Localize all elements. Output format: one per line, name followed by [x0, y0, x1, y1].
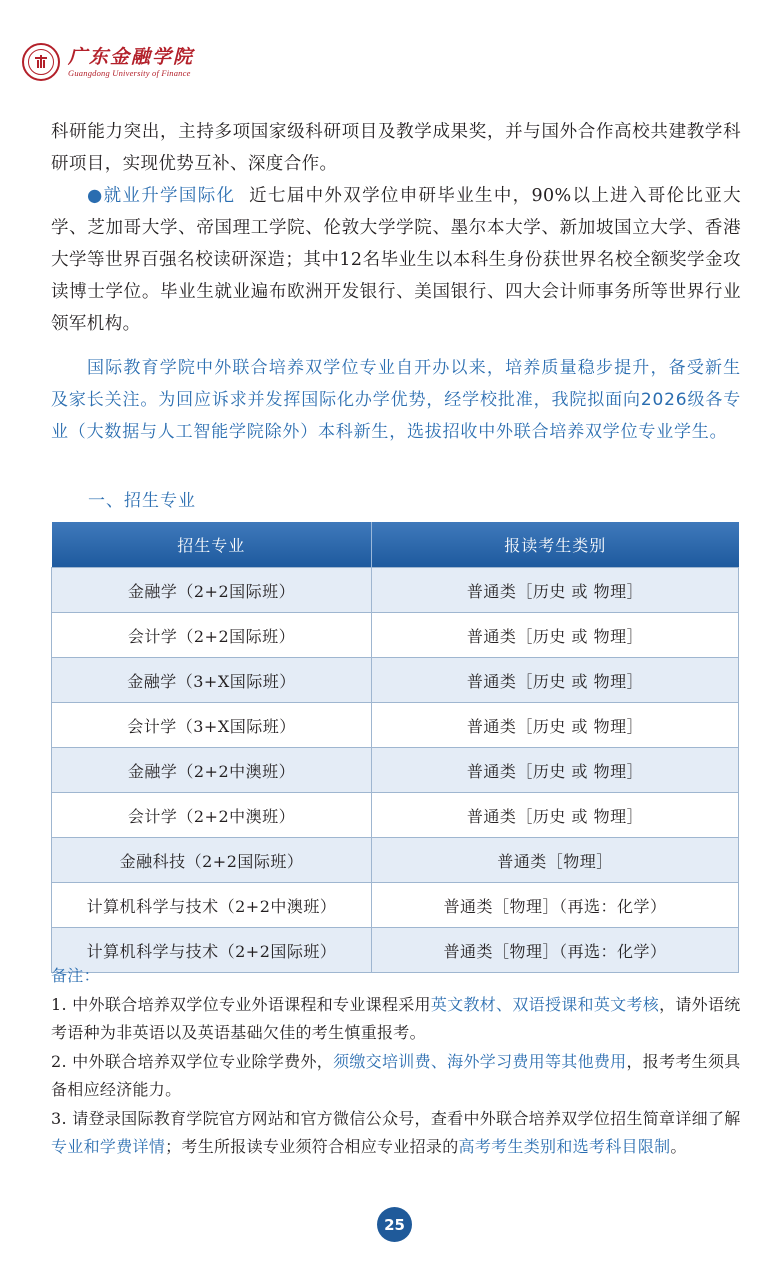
major-cell: 计算机科学与技术（2+2国际班） — [52, 928, 372, 973]
school-logo — [22, 38, 194, 86]
paragraph-employment — [51, 180, 741, 340]
school-seal-icon — [22, 43, 60, 81]
major-cell: 会计学（3+X国际班） — [52, 703, 372, 748]
note-3-text-end: 。 — [670, 1137, 687, 1156]
table-row — [52, 658, 739, 703]
major-cell: 会计学（2+2国际班） — [52, 613, 372, 658]
majors-table — [51, 522, 739, 973]
category-cell: 普通类［历史 或 物理］ — [372, 748, 739, 793]
note-3-text-mid: ；考生所报读专业须符合相应专业招录的 — [165, 1137, 459, 1156]
note-1-text-end: ，请外语统考语种为非英语以及英语基础欠佳的考生慎重报考。 — [51, 994, 741, 1042]
major-cell: 金融学（3+X国际班） — [52, 658, 372, 703]
note-2-text-end: ，报考考生须具备相应经济能力。 — [51, 1051, 741, 1099]
page-number: 25 — [377, 1207, 412, 1242]
category-cell: 普通类［历史 或 物理］ — [372, 568, 739, 613]
note-1-text: 1. 中外联合培养双学位专业外语课程和专业课程采用 — [51, 994, 431, 1014]
employment-label: ●就业升学国际化 — [87, 186, 236, 206]
note-1-highlight: 英文教材、双语授课和英文考核 — [430, 994, 660, 1014]
header-category: 报读考生类别 — [372, 522, 739, 568]
category-cell: 普通类［历史 或 物理］ — [372, 613, 739, 658]
note-2 — [51, 1048, 741, 1105]
school-name-cn: 广东金融学院 — [68, 46, 195, 68]
section-title: 一、招生专业 — [88, 491, 196, 511]
table-header-row — [52, 522, 739, 568]
paragraph-research: 科研能力突出，主持多项国家级科研项目及教学成果奖，并与国外合作高校共建教学科研项目，实现优势互补、深度合作。 — [51, 122, 741, 174]
major-cell: 会计学（2+2中澳班） — [52, 793, 372, 838]
notes-title: 备注： — [51, 966, 100, 985]
header-major: 招生专业 — [52, 522, 372, 568]
category-cell: 普通类［物理］（再选：化学） — [372, 928, 739, 973]
note-1 — [51, 991, 741, 1048]
notes-section — [51, 962, 741, 1162]
school-name-en: Guangdong University of Finance — [68, 68, 191, 78]
table-row — [52, 748, 739, 793]
major-cell: 计算机科学与技术（2+2中澳班） — [52, 883, 372, 928]
table-row — [52, 883, 739, 928]
major-cell: 金融学（2+2中澳班） — [52, 748, 372, 793]
table-row — [52, 568, 739, 613]
note-3-highlight-1: 专业和学费详情 — [51, 1137, 166, 1156]
note-3-text: 3. 请登录国际教育学院官方网站和官方微信公众号，查看中外联合培养双学位招生简章详细了解 — [51, 1108, 741, 1128]
category-cell: 普通类［历史 或 物理］ — [372, 658, 739, 703]
major-cell: 金融科技（2+2国际班） — [52, 838, 372, 883]
category-cell: 普通类［物理］（再选：化学） — [372, 883, 739, 928]
table-row — [52, 613, 739, 658]
category-cell: 普通类［历史 或 物理］ — [372, 793, 739, 838]
category-cell: 普通类［物理］ — [372, 838, 739, 883]
category-cell: 普通类［历史 或 物理］ — [372, 703, 739, 748]
note-2-highlight: 须缴交培训费、海外学习费用等其他费用 — [333, 1051, 627, 1071]
table-row — [52, 793, 739, 838]
note-3 — [51, 1105, 741, 1162]
note-2-text: 2. 中外联合培养双学位专业除学费外， — [51, 1051, 334, 1071]
table-row — [52, 838, 739, 883]
table-row — [52, 703, 739, 748]
major-cell: 金融学（2+2国际班） — [52, 568, 372, 613]
note-3-highlight-2: 高考考生类别和选考科目限制 — [458, 1137, 671, 1156]
employment-text: 近七届中外双学位申研毕业生中，90%以上进入哥伦比亚大学、芝加哥大学、帝国理工学院、伦敦大学学院、墨尔本大学、新加坡国立大学、香港大学等世界百强名校读研深造；其中12名毕业生以本科生身份获世界名校全额奖学金攻读博士学位。毕业生就业遍布欧洲开发银行、美国银行、四大会计师事务所等世界行业领军机构。 — [51, 186, 741, 334]
paragraph-intro: 国际教育学院中外联合培养双学位专业自开办以来，培养质量稳步提升，备受新生及家长关注。为回应诉求并发挥国际化办学优势，经学校批准，我院拟面向2026级各专业（大数据与人工智能学院除外）本科新生，选拔招收中外联合培养双学位专业学生。 — [51, 358, 741, 442]
